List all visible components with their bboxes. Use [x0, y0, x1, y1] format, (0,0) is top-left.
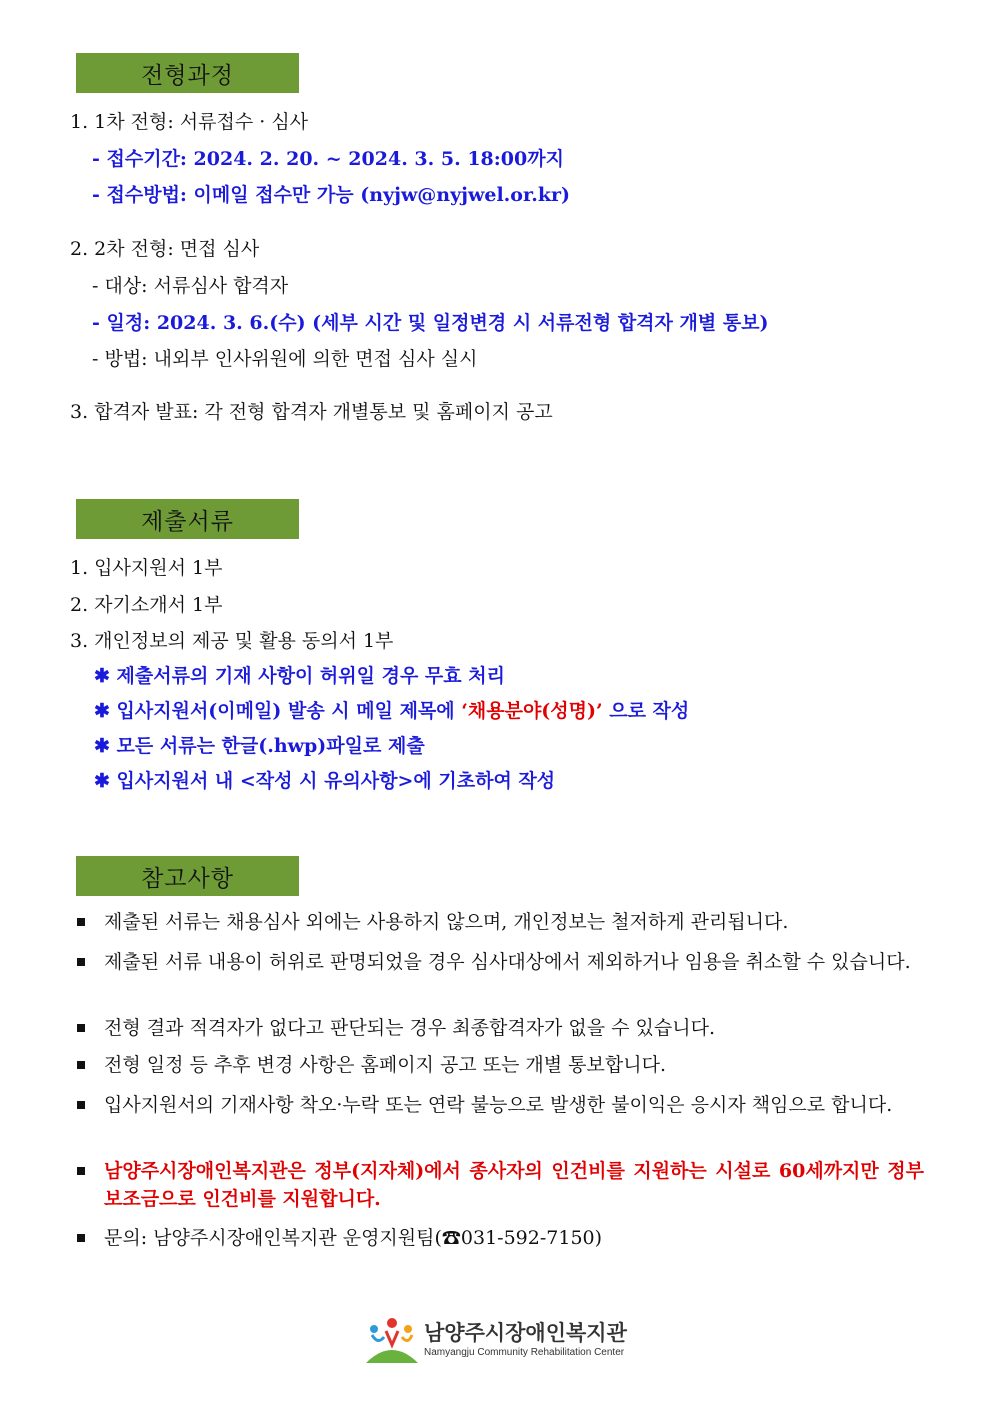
reference-item-5: 입사지원서의 기재사항 착오·누락 또는 연락 불능으로 발생한 불이익은 응시자 책임으로 합니다.: [104, 1094, 893, 1116]
document-item-3: 3. 개인정보의 제공 및 활용 동의서 1부: [70, 630, 394, 652]
reference-item-4: 전형 일정 등 추후 변경 사항은 홈페이지 공고 또는 개별 통보합니다.: [104, 1054, 666, 1076]
application-method: - 접수방법: 이메일 접수만 가능 (nyjw@nyjwel.or.kr): [92, 184, 571, 206]
document-note-3: ✱ 모든 서류는 한글(.hwp)파일로 제출: [94, 735, 425, 757]
reference-item-2: 제출된 서류 내용이 허위로 판명되었을 경우 심사대상에서 제외하거나 임용을 취소할 수 있습니다.: [104, 951, 911, 973]
bullet-icon: [77, 1061, 85, 1069]
bullet-icon: [77, 918, 85, 926]
bullet-icon: [77, 1234, 85, 1242]
bullet-icon: [77, 1024, 85, 1032]
document-item-1: 1. 입사지원서 1부: [70, 557, 223, 579]
interview-target: - 대상: 서류심사 합격자: [92, 275, 289, 297]
document-item-2: 2. 자기소개서 1부: [70, 594, 223, 616]
interview-method: - 방법: 내외부 인사위원에 의한 면접 심사 실시: [92, 348, 478, 370]
section-header-documents: 제출서류: [76, 499, 299, 539]
bullet-icon: [77, 1101, 85, 1109]
reference-item-1: 제출된 서류는 채용심사 외에는 사용하지 않으며, 개인정보는 철저하게 관리됩니다.: [104, 911, 789, 933]
document-note-4: ✱ 입사지원서 내 <작성 시 유의사항>에 기초하여 작성: [94, 770, 556, 792]
interview-schedule: - 일정: 2024. 3. 6.(수) (세부 시간 및 일정변경 시 서류전형 합격자 개별 통보): [92, 312, 769, 334]
center-logo-english: Namyangju Community Rehabilitation Center: [424, 1347, 625, 1358]
document-note-2: [94, 699, 689, 723]
center-logo-name: 남양주시장애인복지관: [424, 1321, 627, 1345]
section-header-process: 전형과정: [76, 53, 299, 93]
bullet-icon: [77, 1167, 85, 1175]
bullet-icon: [77, 958, 85, 966]
center-logo: [364, 1315, 634, 1367]
reference-item-7: 문의: 남양주시장애인복지관 운영지원팀(☎031-592-7150): [104, 1227, 603, 1249]
process-step-2: 2. 2차 전형: 면접 심사: [70, 238, 260, 260]
document-note-2-prefix: ✱ 입사지원서(이메일) 발송 시 메일 제목에: [94, 700, 462, 722]
section-header-notes: 참고사항: [76, 856, 299, 896]
process-step-3: 3. 합격자 발표: 각 전형 합격자 개별통보 및 홈페이지 공고: [70, 401, 553, 423]
document-note-1: ✱ 제출서류의 기재 사항이 허위일 경우 무효 처리: [94, 665, 505, 687]
application-period: - 접수기간: 2024. 2. 20. ~ 2024. 3. 5. 18:00까지: [92, 148, 564, 170]
center-logo-icon: [364, 1315, 420, 1367]
reference-item-3: 전형 결과 적격자가 없다고 판단되는 경우 최종합격자가 없을 수 있습니다.: [104, 1017, 716, 1039]
reference-item-6: 남양주시장애인복지관은 정부(지자체)에서 종사자의 인건비를 지원하는 시설로 60세까지만 정부 보조금으로 인건비를 지원합니다.: [104, 1160, 924, 1210]
process-step-1: 1. 1차 전형: 서류접수 · 심사: [70, 111, 309, 133]
document-note-2-suffix: 으로 작성: [609, 700, 690, 722]
document-note-2-highlight: ‘채용분야(성명)’: [461, 700, 603, 722]
